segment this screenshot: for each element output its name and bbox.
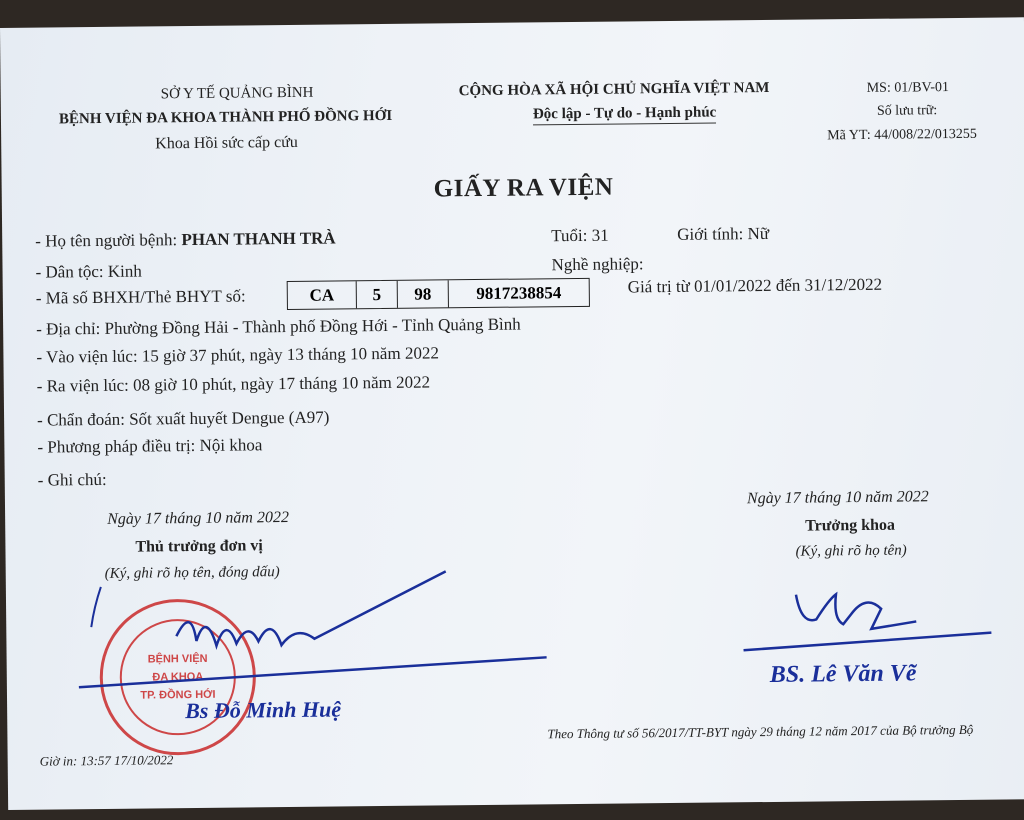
patient-occupation: Nghề nghiệp: [551,254,644,275]
document-title: GIẤY RA VIỆN [433,173,614,203]
print-time: Giờ in: 13:57 17/10/2022 [39,752,174,769]
right-sign-date: Ngày 17 tháng 10 năm 2022 [746,488,929,508]
treatment-method: - Phương pháp điều trị: Nội khoa [37,435,263,457]
stamp-line-2: ĐA KHOA [152,670,204,684]
insurance-validity: Giá trị từ 01/01/2022 đến 31/12/2022 [627,274,883,297]
patient-name: PHAN THANH TRÀ [181,228,336,250]
ward-name: Khoa Hồi sức cấp cứu [155,133,298,153]
left-sign-date: Ngày 17 tháng 10 năm 2022 [107,509,290,528]
stamp-line-1: BỆNH VIỆN [147,652,208,666]
patient-ethnicity: - Dân tộc: Kinh [35,261,142,282]
insurance-cell-number: 9817238854 [476,282,562,303]
right-signer-name: BS. Lê Văn Vẽ [769,660,917,688]
patient-address: - Địa chỉ: Phường Đồng Hải - Thành phố Đồng Hới - Tỉnh Quảng Bình [36,314,521,339]
patient-age: Tuổi: 31 [551,225,609,246]
patient-name-row [35,228,336,251]
right-sign-role: Trưởng khoa [805,516,896,535]
form-code: MS: 01/BV-01 [866,80,950,96]
insurance-cell-benefit: 5 [357,281,398,308]
department-name: SỞ Y TẾ QUẢNG BÌNH [160,84,314,103]
regulation-note: Theo Thông tư số 56/2017/TT-BYT ngày 29 tháng 12 năm 2017 của Bộ trưởng Bộ [547,721,974,742]
left-signature-scribble [76,562,557,697]
archive-number: Số lưu trữ: [876,103,938,119]
left-sign-instruction: (Ký, ghi rõ họ tên, đóng dấu) [104,564,280,582]
right-sign-instruction: (Ký, ghi rõ họ tên) [795,542,907,560]
patient-gender: Giới tính: Nữ [677,223,770,244]
hospital-name: BỆNH VIỆN ĐA KHOA THÀNH PHỐ ĐỒNG HỚI [58,107,393,128]
stamp-line-3: TP. ĐỒNG HỚI [140,688,216,702]
left-sign-role: Thủ trưởng đơn vị [135,537,263,556]
right-signature-scribble [741,573,1002,656]
patient-name-label: - Họ tên người bệnh: [35,230,178,251]
insurance-label: - Mã số BHXH/Thẻ BHYT số: [35,286,246,308]
country-name: CỘNG HÒA XÃ HỘI CHỦ NGHĨA VIỆT NAM [458,79,770,100]
insurance-cell-province: 98 [398,280,449,308]
admission-time: - Vào viện lúc: 15 giờ 37 phút, ngày 13 tháng 10 năm 2022 [36,343,439,367]
insurance-number-box [287,278,590,310]
diagnosis: - Chẩn đoán: Sốt xuất huyết Dengue (A97) [37,407,330,430]
left-signer-name: Bs Đỗ Minh Huệ [185,696,342,724]
notes-label: - Ghi chú: [37,469,107,490]
discharge-paper [0,17,1024,810]
national-motto: Độc lập - Tự do - Hạnh phúc [533,105,717,126]
insurance-cell-prefix: CA [288,281,357,309]
medical-id: Mã YT: 44/008/22/013255 [827,126,977,144]
discharge-time: - Ra viện lúc: 08 giờ 10 phút, ngày 17 tháng 10 năm 2022 [36,372,431,396]
